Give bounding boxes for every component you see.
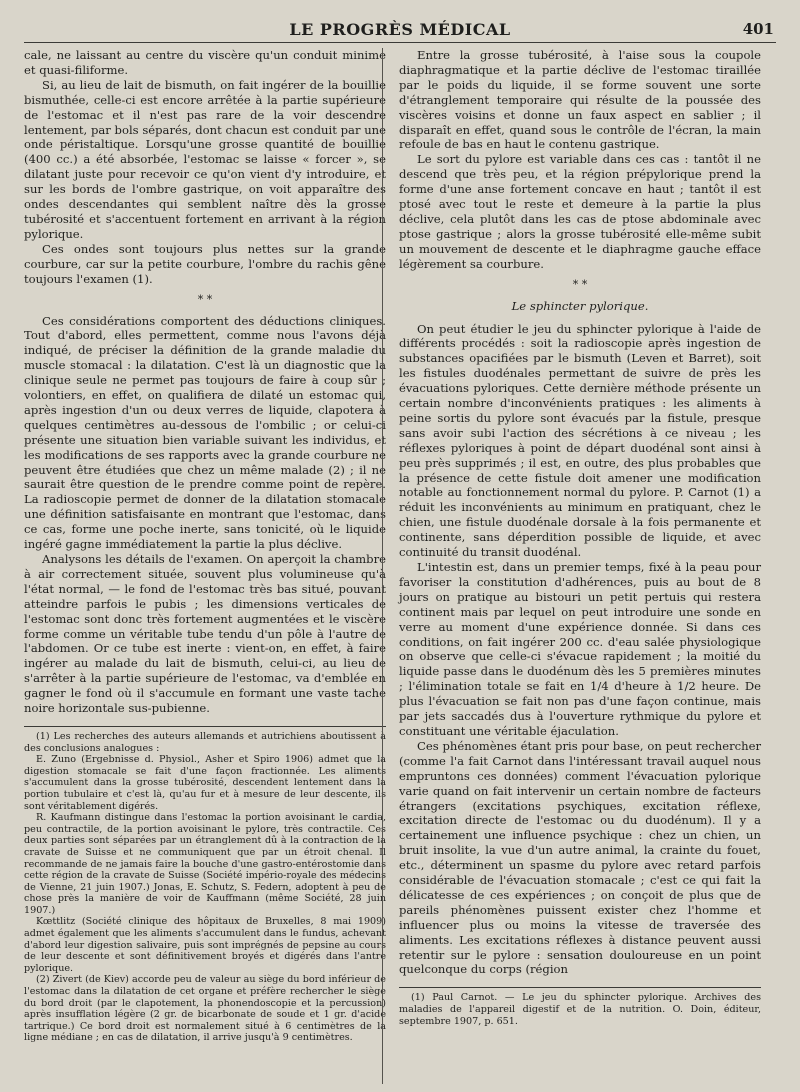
paragraph: Si, au lieu de lait de bismuth, on fait ingérer de la bouillie bismuthée, celle-ci est encore arrêtée à la partie supérieure de l'estomac et il n'est pas rare de la voir descendre lentement, par bols séparés, dont chacun est conduit par une onde péristaltique. Lorsqu'une grosse quantité de bouillie (400 cc.) a été absorbée, l'estomac se laisse « forcer », se dilatant juste pour recevoir ce qu'on vient d'y introduire, et sur les bords de l'ombre gastrique, on voit apparaître des ondes descendantes qui semblent naître dès la grosse tubérosité et s'accentuent fortement en arrivant à la région pylorique. — [24, 77, 386, 241]
section-heading: Le sphincter pylorique. — [511, 298, 649, 313]
section-separator: * * — [197, 292, 213, 306]
section-separator: * * — [572, 277, 588, 291]
right-column — [399, 48, 761, 1027]
paragraph: cale, ne laissant au centre du viscère qu'un conduit minime et quasi-filiforme. — [24, 48, 386, 77]
running-title: LE PROGRÈS MÉDICAL — [289, 20, 511, 39]
column-divider — [382, 48, 383, 1084]
paragraph: Ces considérations comportent des déductions cliniques. Tout d'abord, elles permettent, comme nous l'avons déjà indiqué, de préciser la définition de la grande maladie du muscle stomacal : la dilatation. C'est là un diagnostic que la clinique seule ne permet pas toujours de faire à coup sûr ; volontiers, en effet, on qualifiera de dilaté un estomac qui, après ingestion d'un ou deux verres de liquide, clapotera à quelques centimètres au-dessous de l'ombilic ; or celui-ci présente une situation bien variable suivant les individus, et les modifications de ses rapports avec la grande courbure ne peuvent être étudiées que chez un même malade (2) ; il ne saurait être question de le prendre comme point de repère. La radioscopie permet de donner de la dilatation stomacale une définition satisfaisante en montrant que l'estomac, dans ce cas, forme une poche inerte, sans tonicité, où le liquide ingéré gagne immédiatement la partie la plus déclive. — [24, 313, 386, 552]
footnotes — [24, 731, 386, 1044]
footnote: (1) Les recherches des auteurs allemands et autrichiens aboutissent à des conclusions analogues : — [24, 730, 386, 754]
footnote: Kœttlitz (Société clinique des hôpitaux de Bruxelles, 8 mai 1909) admet également que les aliments s'accumulent dans le fundus, achevant d'abord leur digestion salivaire, puis sont imprégnés de pepsine au cours de leur descente et sont définitivement broyés et digérés dans l'antre pylorique. — [24, 916, 386, 974]
page-header — [24, 18, 776, 43]
left-column — [24, 48, 386, 1044]
paragraph: Ces ondes sont toujours plus nettes sur la grande courbure, car sur la petite courbure, l'ombre du rachis gêne toujours l'examen (1). — [24, 241, 386, 286]
paragraph: Entre la grosse tubérosité, à l'aise sous la coupole diaphragmatique et la partie déclive de l'estomac tiraillée par le poids du liquide, il se forme souvent une sorte d'étranglement temporaire qui résulte de la poussée des viscères voisins et donne un faux aspect en sablier ; il disparaît en effet, quand sous le contrôle de l'écran, la main refoule de bas en haut le contenu gastrique. — [399, 48, 761, 152]
footnote-rule — [24, 726, 386, 727]
footnote: (2) Zivert (de Kiev) accorde peu de valeur au siège du bord inférieur de l'estomac dans la dilatation de cet organe et préfère rechercher le siège du bord droit (par le clapotement, la phonendoscopie et la percussion) après insufflation légère (2 gr. de bicarbonate de soude et 1 gr. d'acide tartrique.) Ce bord droit est normalement situé à 6 centimètres de la ligne médiane ; en cas de dilatation, il arrive jusqu'à 9 centimètres. — [24, 974, 386, 1044]
footnote: (1) Paul Carnot. — Le jeu du sphincter pylorique. Archives des maladies de l'appareil digestif et de la nutrition. O. Doin, éditeur, septembre 1907, p. 651. — [399, 992, 761, 1027]
paragraph: Le sort du pylore est variable dans ces cas : tantôt il ne descend que très peu, et la région prépylorique prend la forme d'une anse fortement concave en haut ; tantôt il est ptosé avec tout le reste et demeure à la partie la plus déclive, cela plutôt dans les cas de ptose abdominale avec ptose gastrique ; alors la grosse tubérosité elle-même subit un mouvement de descente et le diaphragme gauche efface légèrement sa courbure. — [399, 152, 761, 271]
paragraph: Ces phénomènes étant pris pour base, on peut rechercher (comme l'a fait Carnot dans l'intéressant travail auquel nous empruntons ces données) comment l'évacuation pylorique varie quand on fait intervenir un certain nombre de facteurs étrangers (excitations psychiques, excitation réflexe, excitation directe de l'estomac ou du duodénum). Il y a certainement une influence psychique : chez un chien, un bruit insolite, la vue d'un autre animal, la crainte du fouet, etc., déterminent un spasme du pylore avec retard parfois considérable de l'évacuation stomacale ; c'est ce qui fait la délicatesse de ces expériences ; on conçoit de plus que de pareils phénomènes puissent exister chez l'homme et influencer plus ou moins la vitesse de traversée des aliments. Les excitations réflexes à distance peuvent aussi retentir sur le pylore : sensation douloureuse en un point quelconque du corps (région — [399, 738, 761, 977]
paragraph: L'intestin est, dans un premier temps, fixé à la peau pour favoriser la constitution d'adhérences, puis au bout de 8 jours on pratique au bistouri un petit pertuis qui restera continent mais par lequel on peut introduire une sonde en verre au moment d'une expérience donnée. Si dans ces conditions, on fait ingérer 200 cc. d'eau salée physiologique on observe que celle-ci s'évacue rapidement ; la moitié du liquide passe dans le duodénum dès les 5 premières minutes ; l'élimination totale se fait en 1/4 d'heure à 1/2 heure. De plus l'évacuation se fait non pas d'une façon continue, mais par jets saccadés dus à l'ouverture rythmique du pylore et constituant une véritable éjaculation. — [399, 560, 761, 738]
footnote-rule — [399, 987, 761, 988]
footnote: E. Zuno (Ergebnisse d. Physiol., Asher et Spiro 1906) admet que la digestion stomacale se fait d'une façon fractionnée. Les aliments s'accumulent dans la grosse tubérosité, descendent lentement dans la portion tubulaire et c'est là, qu'au fur et à mesure de leur descente, ils sont véritablement digérés. — [24, 754, 386, 812]
paragraph: On peut étudier le jeu du sphincter pylorique à l'aide de différents procédés : soit la radioscopie après ingestion de substances opacifiées par le bismuth (Leven et Barret), soit les fistules duodénales permettant de suivre de près les évacuations pyloriques. Cette dernière méthode présente un certain nombre d'inconvénients pratiques : les aliments à peine sortis du pylore sont évacués par la fistule, presque sans avoir subi l'action des sécrétions à ce niveau ; les réflexes pyloriques à point de départ duodénal sont ainsi à peu près supprimés ; il est, en outre, des plus probables que la présence de cette fistule doit amener une modification notable au fonctionnement normal du pylore. P. Carnot (1) a réduit les inconvénients au minimum en pratiquant, chez le chien, une fistule duodénale dorsale à la fois permanente et continente, sans déperdition possible de liquide, et avec continuité du transit duodénal. — [399, 321, 761, 560]
paragraph: Analysons les détails de l'examen. On aperçoit la chambre à air correctement située, souvent plus volumineuse qu'à l'état normal, — le fond de l'estomac très bas situé, pouvant atteindre parfois le pubis ; les dimensions verticales de l'estomac sont donc très fortement augmentées et le viscère forme comme un véritable tube tendu d'un pôle à l'autre de l'abdomen. Or ce tube est inerte : vient-on, en effet, à faire ingérer au malade du lait de bismuth, celui-ci, au lieu de s'arrêter à la partie supérieure de l'estomac, va d'emblée en gagner le fond où il s'accumule en formant une vaste tache noire horizontale sus-pubienne. — [24, 552, 386, 716]
footnotes — [399, 992, 761, 1027]
page-number: 401 — [742, 20, 774, 38]
footnote: R. Kaufmann distingue dans l'estomac la portion avoisinant le cardia, peu contractile, de la portion avoisinant le pylore, très contractile. Ces deux parties sont séparées par un étranglement dû à la contraction de la cravate de Suisse et ne communiquent que par un étroit chenal. Il recommande de ne jamais faire la bouche d'une gastro-entérostomie dans cette région de la cravate de Suisse (Société império-royale des médecins de Vienne, 21 juin 1907.) Jonas, E. Schutz, S. Federn, adoptent à peu de chose près la manière de voir de Kauffmann (même Société, 28 juin 1907.) — [24, 812, 386, 916]
